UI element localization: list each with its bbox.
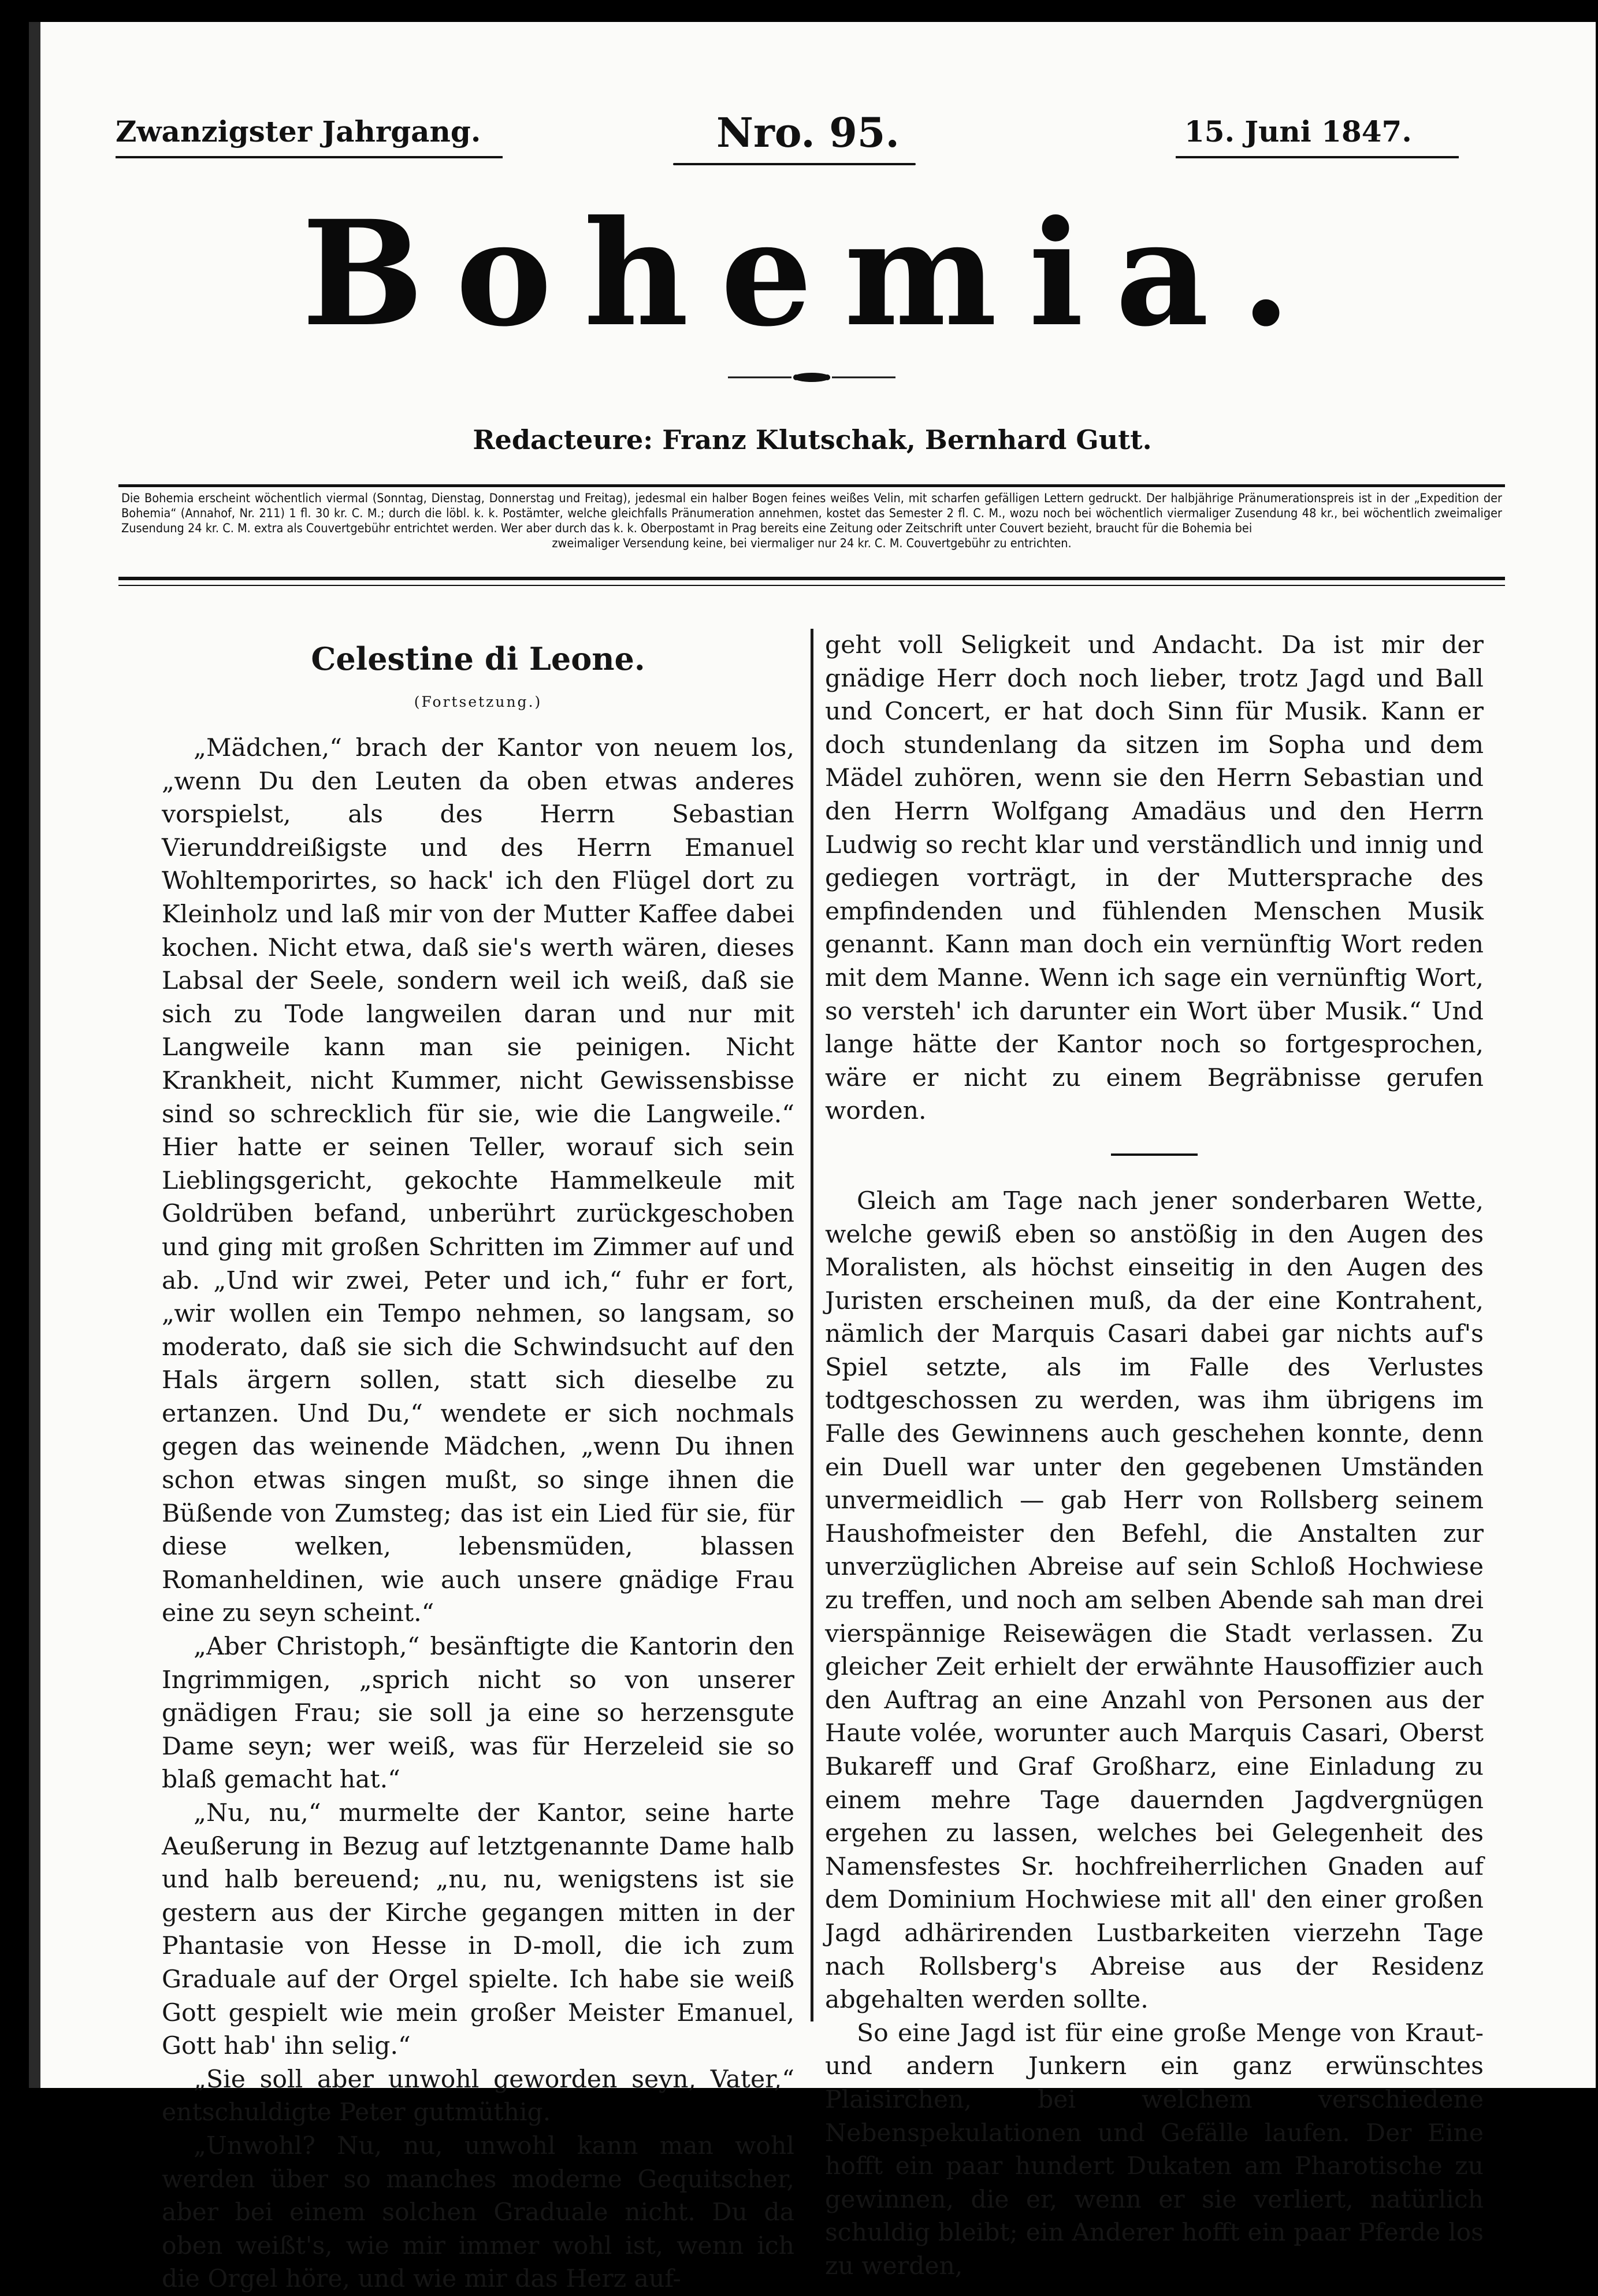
section-separator	[1111, 1153, 1198, 1156]
year-label: Zwanzigster Jahrgang.	[116, 114, 481, 149]
notice-bottom-rule-thick	[118, 577, 1505, 580]
paragraph: So eine Jagd ist für eine große Menge von Kraut- und andern Junkern ein ganz erwünschtes Plaisirchen, bei welchem verschiedene Nebenspekulationen und Gefälle laufen. Der Eine hofft ein paar hundert Dukaten am Pharotische zu gewinnen, die er, wenn er sie verliert, natürlich schuldig bleibt; ein Anderer hofft ein paar Pferde los zu werden,	[825, 2019, 1484, 2280]
paragraph: „Sie soll aber unwohl geworden seyn, Vater,“ entschuldigte Peter gutmüthig.	[162, 2065, 794, 2127]
newspaper-page	[29, 22, 1596, 2294]
paragraph: „Nu, nu,“ murmelte der Kantor, seine harte Aeußerung in Bezug auf letztgenannte Dame halb und halb bereuend; „nu, nu, wenigstens ist sie gestern aus der Kirche gegangen mitten in der Phantasie von Hesse in D-moll, die ich zum Graduale auf der Orgel spielte. Ich habe sie weiß Gott gespielt wie mein großer Meister Emanuel, Gott hab' ihn selig.“	[162, 1799, 794, 2061]
paragraph: Gleich am Tage nach jener sonderbaren Wette, welche gewiß eben so anstößig in den Augen des Moralisten, als höchst einseitig in den Augen des Juristen erscheinen muß, da der eine Kontrahent, nämlich der Marquis Casari dabei gar nichts auf's Spiel setzte, als im Falle des Verlustes todtgeschossen zu werden, was ihm übrigens im Falle des Gewinnens auch geschehen konnte, denn ein Duell war unter den gegebenen Umständen unvermeidlich — gab Herr von Rollsberg seinem Haushofmeister den Befehl, die Anstalten zur unverzüglichen Abreise auf sein Schloß Hochwiese zu treffen, und noch am selben Abende sah man drei vierspännige Reisewägen die Stadt verlassen. Zu gleicher Zeit erhielt der erwähnte Hausoffizier auch den Auftrag an eine Anzahl von Personen aus der Haute volée, worunter auch Marquis Casari, Oberst Bukareff und Graf Großharz, eine Einladung zu einem mehre Tage dauernden Jagdvergnügen ergehen zu lassen, welches bei Gelegenheit des Namensfestes Sr. hochfreiherrlichen Gnaden auf dem Dominium Hochwiese mit all' den einer großen Jagd adhärirenden Lustbarkeiten vierzehn Tage nach Rollsberg's Abreise aus der Residenz abgehalten werden sollte.	[825, 1186, 1484, 2015]
notice-last-line: zweimaliger Versendung keine, bei viermaliger nur 24 kr. C. M. Couvertgebühr zu entrichten.	[552, 536, 1072, 551]
article-subtitle: (Fortsetzung.)	[414, 693, 542, 710]
issue-number: Nro. 95.	[716, 109, 900, 157]
ornament-divider-icon	[728, 370, 895, 384]
header-rule-left	[116, 156, 503, 158]
paragraph: „Aber Christoph,“ besänftigte die Kantorin den Ingrimmigen, „sprich nicht so von unserer gnädigen Frau; sie soll ja eine so herzensgute Dame seyn; wer weiß, was für Herzeleid sie so blaß gemacht hat.“	[162, 1633, 794, 1794]
paragraph: „Mädchen,“ brach der Kantor von neuem los, „wenn Du den Leuten da oben etwas anderes vorspielst, als des Herrn Sebastian Vierunddreißigste und des Herrn Emanuel Wohltemporirtes, so hack' ich den Flügel dort zu Kleinholz und laß mir von der Mutter Kaffee dabei kochen. Nicht etwa, daß sie's werth wären, dieses Labsal der Seele, sondern weil ich weiß, daß sie sich zu Tode langweilen daran und nur mit Langweile kann man sie peinigen. Nicht Krankheit, nicht Kummer, nicht Gewissensbisse sind so schrecklich für sie, wie die Langweile.“ Hier hatte er seinen Teller, worauf sich sein Lieblingsgericht, gekochte Hammelkeule mit Goldrüben befand, unberührt zurückgeschoben und ging mit großen Schritten im Zimmer auf und ab. „Und wir zwei, Peter und ich,“ fuhr er fort, „wir wollen ein Tempo nehmen, so langsam, so moderato, daß sie sich die Schwindsucht auf den Hals ärgern sollen, statt sich dieselbe zu ertanzen. Und Du,“ wendete er sich nochmals gegen das weinende Mädchen, „wenn Du ihnen schon etwas singen mußt, so singe ihnen die Büßende von Zumsteg; das ist ein Lied für sie, für diese welken, lebensmüden, blassen Romanheldinen, wie auch unsere gnädige Frau eine zu seyn scheint.“	[162, 734, 794, 1628]
header-rule-right	[1176, 156, 1459, 158]
paragraph: geht voll Seligkeit und Andacht. Da ist mir der gnädige Herr doch noch lieber, trotz Jagd und Ball und Concert, er hat doch Sinn für Musik. Kann er doch stundenlang da sitzen im Sopha und dem Mädel zuhören, wenn sie den Herrn Sebastian und den Herrn Wolfgang Amadäus und den Herrn Ludwig so recht klar und verständlich und innig und gediegen vorträgt, in der Muttersprache des empfindenden und fühlenden Menschen Musik genannt. Kann man doch ein vernünftig Wort reden mit dem Manne. Wenn ich sage ein vernünftig Wort, so versteh' ich darunter ein Wort über Musik.“ Und lange hätte der Kantor noch so fortgesprochen, wäre er nicht zu einem Begräbnisse gerufen worden.	[825, 631, 1484, 1126]
subscription-notice	[121, 491, 1502, 551]
header-rule-center	[673, 163, 916, 165]
article-left-column	[162, 629, 794, 2296]
article-right-column	[825, 629, 1484, 2283]
notice-text: Die Bohemia erscheint wöchentlich viermal (Sonntag, Dienstag, Donnerstag und Freitag), jedesmal ein halber Bogen feines weißes Velin, mit scharfen gefälligen Lettern gedruckt. Der halbjährige Pränumerationspreis ist in der „Expedition der Bohemia“ (Annahof, Nr. 211) 1 fl. 30 kr. C. M.; durch die löbl. k. k. Postämter, welche gleichfalls Pränumeration annehmen, kostet das Semester 2 fl. C. M., wozu noch bei wöchentlich viermaliger Zusendung 48 kr., bei wöchentlich zweimaliger Zusendung 24 kr. C. M. extra als Couvertgebühr entrichtet werden. Wer aber durch das k. k. Oberpostamt in Prag bereits eine Zeitung oder Zeitschrift unter Couvert bezieht, braucht für die Bohemia bei	[121, 491, 1502, 536]
notice-top-rule	[118, 484, 1505, 487]
editors-line: Redacteure: Franz Klutschak, Bernhard Gutt.	[473, 424, 1152, 455]
masthead-title: Bohemia.	[302, 188, 1323, 358]
paragraph: „Unwohl? Nu, nu, unwohl kann man wohl werden über so manches moderne Gequitscher, aber bei einem solchen Graduale nicht. Du da oben weißt's, wie mir immer wohl ist, wenn ich die Orgel höre, und wie mir das Herz auf-	[162, 2131, 794, 2294]
issue-date: 15. Juni 1847.	[1184, 114, 1412, 149]
article-title: Celestine di Leone.	[311, 640, 645, 677]
notice-bottom-rule-thin	[118, 585, 1505, 586]
column-divider	[811, 629, 813, 2021]
